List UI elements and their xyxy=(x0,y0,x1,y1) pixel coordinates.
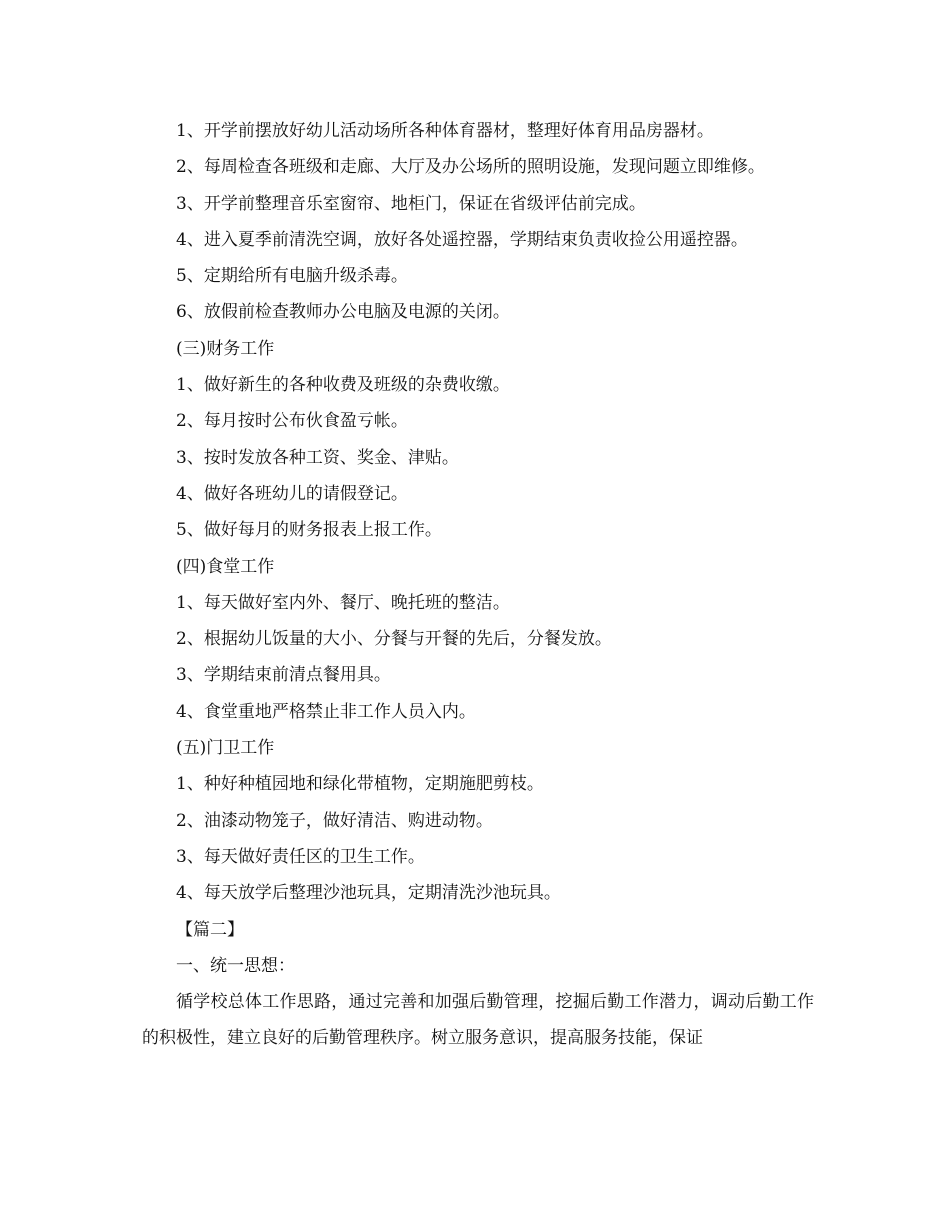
paragraph-item-4: 4、进入夏季前清洗空调，放好各处遥控器，学期结束负责收捡公用遥控器。 xyxy=(176,229,748,250)
paragraph-item-5: 5、定期给所有电脑升级杀毒。 xyxy=(176,266,408,287)
paragraph-item-11: 5、做好每月的财务报表上报工作。 xyxy=(176,520,442,541)
section-heading-gatekeeper: (五)门卫工作 xyxy=(176,738,275,759)
paragraph-item-2: 2、每周检查各班级和走廊、大厅及办公场所的照明设施，发现问题立即维修。 xyxy=(176,157,765,178)
paragraph-item-13: 2、根据幼儿饭量的大小、分餐与开餐的先后，分餐发放。 xyxy=(176,629,612,650)
body-paragraph: 循学校总体工作思路，通过完善和加强后勤管理，挖掘后勤工作潜力，调动后勤工作的积极性，建立良好的后勤管理秩序。树立服务意识，提高服务技能，保证 xyxy=(142,992,814,1049)
paragraph-item-9: 3、按时发放各种工资、奖金、津贴。 xyxy=(176,447,459,468)
paragraph-item-10: 4、做好各班幼儿的请假登记。 xyxy=(176,483,408,504)
paragraph-item-19: 4、每天放学后整理沙池玩具，定期清洗沙池玩具。 xyxy=(176,883,561,904)
section-heading-finance: (三)财务工作 xyxy=(176,338,275,359)
paragraph-item-12: 1、每天做好室内外、餐厅、晚托班的整洁。 xyxy=(176,592,510,613)
paragraph-item-6: 6、放假前检查教师办公电脑及电源的关闭。 xyxy=(176,302,510,323)
section-heading-part-two: 【篇二】 xyxy=(176,919,244,940)
paragraph-item-3: 3、开学前整理音乐室窗帘、地柜门，保证在省级评估前完成。 xyxy=(176,193,646,214)
paragraph-item-15: 4、食堂重地严格禁止非工作人员入内。 xyxy=(176,701,476,722)
document-body xyxy=(142,113,814,1057)
paragraph-item-8: 2、每月按时公布伙食盈亏帐。 xyxy=(176,411,408,432)
paragraph-item-17: 2、油漆动物笼子，做好清洁、购进动物。 xyxy=(176,810,493,831)
paragraph-item-1: 1、开学前摆放好幼儿活动场所各种体育器材，整理好体育用品房器材。 xyxy=(176,121,714,141)
section-heading-unify-thinking: 一、统一思想： xyxy=(176,955,295,976)
section-heading-canteen: (四)食堂工作 xyxy=(176,556,275,577)
paragraph-item-16: 1、种好种植园地和绿化带植物，定期施肥剪枝。 xyxy=(176,774,544,795)
paragraph-item-7: 1、做好新生的各种收费及班级的杂费收缴。 xyxy=(176,375,510,396)
paragraph-item-18: 3、每天做好责任区的卫生工作。 xyxy=(176,846,425,867)
paragraph-item-14: 3、学期结束前清点餐用具。 xyxy=(176,665,391,686)
